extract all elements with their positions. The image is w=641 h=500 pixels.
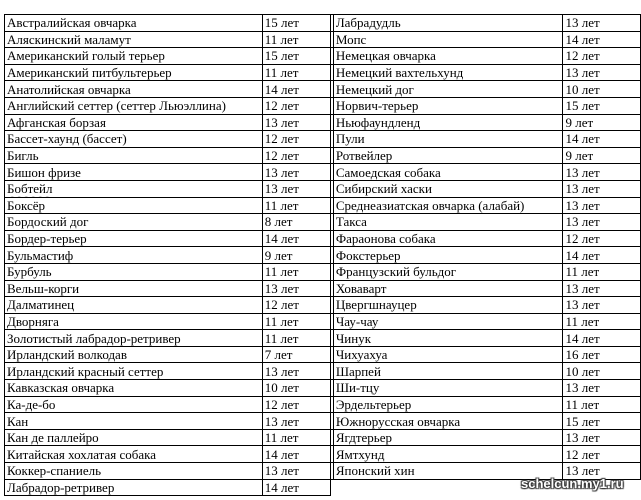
- lifespan-text: 11 лет: [565, 264, 600, 280]
- table-row: [5, 164, 641, 181]
- lifespan-cell: [563, 31, 641, 48]
- lifespan-text: 13 лет: [565, 380, 600, 396]
- breed-name-cell: [5, 280, 263, 297]
- lifespan-text: 15 лет: [264, 48, 299, 64]
- breed-name-cell: [333, 81, 563, 98]
- breed-name-text: Золотистый лабрадор-ретривер: [7, 330, 181, 346]
- lifespan-cell: [262, 15, 330, 32]
- breed-name-cell: [5, 313, 263, 330]
- breed-name-text: Австралийская овчарка: [7, 15, 137, 31]
- lifespan-cell: [563, 413, 641, 430]
- breed-name-cell: [333, 380, 563, 397]
- breed-name-cell: [5, 48, 263, 65]
- lifespan-cell: [563, 48, 641, 65]
- breed-name-text: Немецкий вахтельхунд: [335, 65, 464, 81]
- lifespan-text: 11 лет: [565, 313, 600, 329]
- breed-name-text: Немецкая овчарка: [335, 48, 436, 64]
- lifespan-text: 9 лет: [264, 247, 293, 263]
- breed-name-text: Бурбуль: [7, 264, 52, 280]
- lifespan-text: 13 лет: [565, 297, 600, 313]
- lifespan-cell: [563, 214, 641, 231]
- breed-name-text: Ягдтерьер: [335, 430, 392, 446]
- breed-name-cell: [5, 446, 263, 463]
- lifespan-cell: [262, 313, 330, 330]
- table-row: [5, 263, 641, 280]
- breed-name-cell: [333, 280, 563, 297]
- lifespan-text: 13 лет: [264, 413, 299, 429]
- lifespan-cell: [262, 463, 330, 480]
- lifespan-text: 16 лет: [565, 347, 600, 363]
- breed-name-cell: [333, 97, 563, 114]
- breed-name-text: Лабрадудль: [335, 15, 401, 31]
- lifespan-text: 12 лет: [264, 297, 299, 313]
- breed-name-cell: [5, 114, 263, 131]
- lifespan-text: 11 лет: [264, 31, 299, 47]
- breed-name-cell: [5, 64, 263, 81]
- breed-name-text: Ямтхунд: [335, 446, 385, 462]
- breed-name-text: Кан: [7, 413, 29, 429]
- breed-name-cell: [333, 413, 563, 430]
- lifespan-cell: [262, 330, 330, 347]
- lifespan-text: 13 лет: [264, 363, 299, 379]
- lifespan-text: 9 лет: [565, 114, 594, 130]
- lifespan-text: 13 лет: [565, 280, 600, 296]
- breed-name-cell: [333, 31, 563, 48]
- lifespan-cell: [563, 81, 641, 98]
- lifespan-text: 12 лет: [565, 231, 600, 247]
- breed-name-text: Ка-де-бо: [7, 396, 56, 412]
- table-row: [5, 413, 641, 430]
- lifespan-text: 13 лет: [565, 430, 600, 446]
- lifespan-text: 11 лет: [264, 197, 299, 213]
- lifespan-text: 11 лет: [264, 430, 299, 446]
- table-row: [5, 31, 641, 48]
- lifespan-cell: [262, 247, 330, 264]
- table-row: [5, 214, 641, 231]
- breed-name-cell: [5, 247, 263, 264]
- breed-name-text: Такса: [335, 214, 367, 230]
- breed-name-text: Ирландский волкодав: [7, 347, 127, 363]
- lifespan-cell: [262, 97, 330, 114]
- lifespan-text: 14 лет: [264, 479, 299, 495]
- table-row: [5, 147, 641, 164]
- breed-name-text: Коккер-спаниель: [7, 463, 102, 479]
- lifespan-cell: [563, 346, 641, 363]
- lifespan-cell: [563, 247, 641, 264]
- breed-name-text: Эрдельтерьер: [335, 396, 412, 412]
- table-body: [5, 15, 641, 496]
- breed-name-cell: [5, 463, 263, 480]
- breed-name-cell: [333, 164, 563, 181]
- breed-name-cell: [5, 97, 263, 114]
- table-row: [5, 64, 641, 81]
- breed-name-cell: [5, 346, 263, 363]
- lifespan-text: 14 лет: [565, 330, 600, 346]
- breed-name-text: Ротвейлер: [335, 148, 393, 164]
- breed-name-text: Мопс: [335, 31, 367, 47]
- breed-name-cell: [333, 429, 563, 446]
- lifespan-cell: [563, 97, 641, 114]
- lifespan-cell: [262, 380, 330, 397]
- lifespan-cell: [262, 114, 330, 131]
- table-row: [5, 15, 641, 32]
- breed-name-text: Японский хин: [335, 463, 415, 479]
- lifespan-text: 12 лет: [264, 396, 299, 412]
- breed-name-cell: [5, 31, 263, 48]
- lifespan-text: 13 лет: [565, 463, 600, 479]
- lifespan-cell: [262, 64, 330, 81]
- breed-name-text: Кан де паллейро: [7, 430, 99, 446]
- table-row: [5, 48, 641, 65]
- breed-name-cell: [333, 180, 563, 197]
- breed-name-cell: [333, 313, 563, 330]
- breed-name-text: Английский сеттер (сеттер Льюэллина): [7, 98, 226, 114]
- lifespan-cell: [262, 147, 330, 164]
- lifespan-cell: [262, 180, 330, 197]
- lifespan-text: 15 лет: [264, 15, 299, 31]
- breed-name-cell: [333, 346, 563, 363]
- lifespan-cell: [262, 280, 330, 297]
- breed-name-cell: [5, 413, 263, 430]
- breed-name-cell: [5, 479, 263, 496]
- breed-name-cell: [5, 164, 263, 181]
- breed-name-cell: [5, 230, 263, 247]
- table-row: [5, 330, 641, 347]
- lifespan-cell: [262, 346, 330, 363]
- breed-name-cell: [333, 197, 563, 214]
- breed-name-text: Китайская хохлатая собака: [7, 446, 157, 462]
- breed-name-cell: [333, 363, 563, 380]
- lifespan-cell: [262, 131, 330, 148]
- table-row: [5, 81, 641, 98]
- breed-name-cell: [5, 197, 263, 214]
- breed-name-text: Ирландский красный сеттер: [7, 363, 164, 379]
- breed-name-cell: [333, 396, 563, 413]
- lifespan-cell: [563, 429, 641, 446]
- breed-name-text: Бигль: [7, 148, 39, 164]
- lifespan-cell: [563, 180, 641, 197]
- breed-name-text: Дворняга: [7, 313, 59, 329]
- table-row: [5, 346, 641, 363]
- breed-name-text: Ши-тцу: [335, 380, 380, 396]
- table-row: [5, 429, 641, 446]
- lifespan-cell: [563, 64, 641, 81]
- lifespan-text: 10 лет: [264, 380, 299, 396]
- lifespan-text: 11 лет: [565, 396, 600, 412]
- lifespan-text: 11 лет: [264, 264, 299, 280]
- breed-name-text: Немецкий дог: [335, 81, 414, 97]
- breed-name-text: Самоедская собака: [335, 164, 441, 180]
- breed-name-text: Ховаварт: [335, 280, 387, 296]
- breed-name-text: Лабрадор-ретривер: [7, 479, 115, 495]
- lifespan-text: 14 лет: [565, 131, 600, 147]
- breed-name-cell: [5, 81, 263, 98]
- lifespan-text: 13 лет: [565, 15, 600, 31]
- table-row: [5, 230, 641, 247]
- breed-name-cell: [5, 330, 263, 347]
- lifespan-cell: [563, 280, 641, 297]
- breed-name-text: Бишон фризе: [7, 164, 81, 180]
- lifespan-cell: [262, 31, 330, 48]
- lifespan-text: 15 лет: [565, 413, 600, 429]
- breed-name-text: Анатолийская овчарка: [7, 81, 131, 97]
- table-row: [5, 131, 641, 148]
- breed-name-text: Цвергшнауцер: [335, 297, 417, 313]
- breed-name-text: Афганская борзая: [7, 114, 106, 130]
- breed-name-cell: [333, 247, 563, 264]
- lifespan-cell: [563, 131, 641, 148]
- breed-name-text: Чинук: [335, 330, 372, 346]
- breed-name-text: Бульмастиф: [7, 247, 74, 263]
- lifespan-text: 8 лет: [264, 214, 293, 230]
- breed-name-cell: [5, 396, 263, 413]
- breed-name-cell: [5, 263, 263, 280]
- breed-name-cell: [333, 330, 563, 347]
- lifespan-cell: [262, 263, 330, 280]
- lifespan-text: 12 лет: [264, 148, 299, 164]
- lifespan-text: 13 лет: [565, 164, 600, 180]
- lifespan-cell: [262, 446, 330, 463]
- breed-name-cell: [5, 297, 263, 314]
- breed-name-cell: [333, 263, 563, 280]
- lifespan-cell: [563, 197, 641, 214]
- lifespan-text: 10 лет: [565, 81, 600, 97]
- breed-name-text: Бордер-терьер: [7, 231, 87, 247]
- table-row: [5, 280, 641, 297]
- table-row: [5, 97, 641, 114]
- lifespan-cell: [563, 380, 641, 397]
- lifespan-text: 13 лет: [565, 197, 600, 213]
- lifespan-cell: [563, 396, 641, 413]
- lifespan-cell: [262, 214, 330, 231]
- lifespan-cell: [563, 446, 641, 463]
- lifespan-cell: [563, 114, 641, 131]
- lifespan-cell: [262, 396, 330, 413]
- lifespan-cell: [262, 363, 330, 380]
- lifespan-text: 14 лет: [264, 446, 299, 462]
- lifespan-text: 11 лет: [264, 330, 299, 346]
- lifespan-text: 14 лет: [264, 231, 299, 247]
- breed-name-cell: [5, 214, 263, 231]
- lifespan-cell: [262, 197, 330, 214]
- lifespan-text: 7 лет: [264, 347, 293, 363]
- table-row: [5, 297, 641, 314]
- breed-name-text: Кавказская овчарка: [7, 380, 115, 396]
- lifespan-text: 13 лет: [565, 65, 600, 81]
- dog-lifespan-table: [4, 14, 641, 496]
- lifespan-cell: [563, 297, 641, 314]
- table-row: [5, 313, 641, 330]
- breed-name-text: Пули: [335, 131, 365, 147]
- breed-name-cell: [333, 214, 563, 231]
- breed-name-text: Боксёр: [7, 197, 45, 213]
- breed-name-text: Чихуахуа: [335, 347, 388, 363]
- breed-name-text: Южнорусская овчарка: [335, 413, 461, 429]
- lifespan-text: 12 лет: [565, 446, 600, 462]
- breed-name-cell: [333, 15, 563, 32]
- breed-name-text: Шарпей: [335, 363, 381, 379]
- lifespan-text: 9 лет: [565, 148, 594, 164]
- breed-name-cell: [333, 114, 563, 131]
- table-row: [5, 446, 641, 463]
- breed-name-text: Чау-чау: [335, 313, 379, 329]
- breed-name-text: Фокстерьер: [335, 247, 401, 263]
- breed-name-cell: [5, 380, 263, 397]
- lifespan-cell: [563, 164, 641, 181]
- breed-name-cell: [333, 297, 563, 314]
- breed-name-text: Бордоский дог: [7, 214, 89, 230]
- breed-name-text: Вельш-корги: [7, 280, 80, 296]
- breed-name-cell: [333, 64, 563, 81]
- breed-name-text: Фараонова собака: [335, 231, 436, 247]
- lifespan-text: 14 лет: [565, 31, 600, 47]
- breed-name-text: Бобтейл: [7, 181, 53, 197]
- breed-name-cell: [5, 363, 263, 380]
- lifespan-text: 12 лет: [565, 48, 600, 64]
- lifespan-cell: [563, 363, 641, 380]
- lifespan-text: 12 лет: [264, 131, 299, 147]
- lifespan-text: 13 лет: [264, 280, 299, 296]
- breed-name-text: Американский голый терьер: [7, 48, 165, 64]
- breed-name-text: Далматинец: [7, 297, 75, 313]
- lifespan-text: 14 лет: [264, 81, 299, 97]
- lifespan-cell: [262, 429, 330, 446]
- lifespan-cell: [262, 164, 330, 181]
- breed-name-cell: [5, 15, 263, 32]
- breed-name-cell: [333, 230, 563, 247]
- lifespan-text: 13 лет: [264, 114, 299, 130]
- breed-name-cell: [5, 180, 263, 197]
- lifespan-text: 13 лет: [565, 214, 600, 230]
- lifespan-text: 12 лет: [264, 98, 299, 114]
- breed-name-cell: [5, 147, 263, 164]
- breed-name-text: Сибирский хаски: [335, 181, 432, 197]
- lifespan-cell: [262, 230, 330, 247]
- lifespan-cell: [262, 297, 330, 314]
- breed-name-text: Бассет-хаунд (бассет): [7, 131, 127, 147]
- breed-name-text: Ньюфаундленд: [335, 114, 421, 130]
- breed-name-cell: [333, 446, 563, 463]
- breed-name-cell: [333, 147, 563, 164]
- table-row: [5, 114, 641, 131]
- lifespan-cell: [262, 413, 330, 430]
- table-row: [5, 247, 641, 264]
- lifespan-cell: [563, 313, 641, 330]
- lifespan-text: 13 лет: [565, 181, 600, 197]
- lifespan-cell: [563, 230, 641, 247]
- lifespan-cell: [563, 15, 641, 32]
- breed-name-cell: [5, 429, 263, 446]
- lifespan-text: 14 лет: [565, 247, 600, 263]
- breed-name-text: Французский бульдог: [335, 264, 457, 280]
- lifespan-text: 11 лет: [264, 313, 299, 329]
- lifespan-text: 11 лет: [264, 65, 299, 81]
- lifespan-cell: [262, 81, 330, 98]
- breed-name-cell: [333, 48, 563, 65]
- lifespan-cell: [563, 330, 641, 347]
- table-row: [5, 180, 641, 197]
- table-row: [5, 396, 641, 413]
- lifespan-cell: [563, 263, 641, 280]
- breed-name-cell: [5, 131, 263, 148]
- table-row: [5, 380, 641, 397]
- table-row: [5, 197, 641, 214]
- lifespan-cell: [262, 479, 330, 496]
- breed-name-text: Норвич-терьер: [335, 98, 419, 114]
- lifespan-text: 13 лет: [264, 181, 299, 197]
- lifespan-cell: [563, 147, 641, 164]
- lifespan-text: 15 лет: [565, 98, 600, 114]
- breed-name-text: Американский питбультерьер: [7, 65, 172, 81]
- lifespan-text: 10 лет: [565, 363, 600, 379]
- breed-name-text: Аляскинский маламут: [7, 31, 131, 47]
- lifespan-text: 13 лет: [264, 463, 299, 479]
- breed-name-cell: [333, 131, 563, 148]
- site-watermark: schelcun.my1.ru: [521, 476, 624, 491]
- table-row: [5, 363, 641, 380]
- lifespan-text: 13 лет: [264, 164, 299, 180]
- breed-name-text: Среднеазиатская овчарка (алабай): [335, 197, 525, 213]
- lifespan-cell: [262, 48, 330, 65]
